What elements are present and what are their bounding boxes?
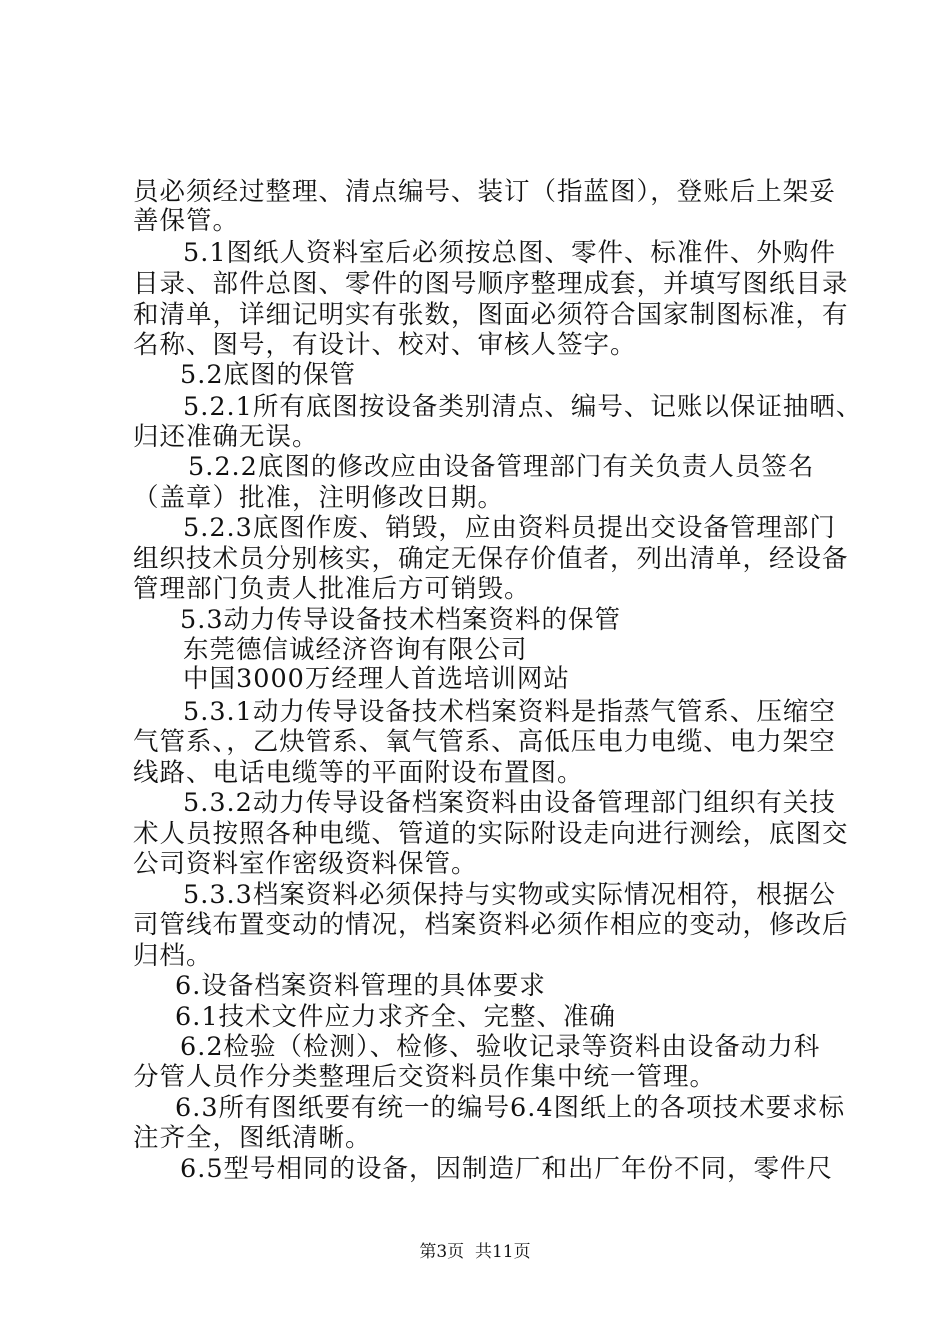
text-line: 公司资料室作密级资料保管。 <box>133 849 478 879</box>
text-line: 和清单，详细记明实有张数，图面必须符合国家制图标准，有 <box>133 300 849 330</box>
website-slogan: 中国3000万经理人首选培训网站 <box>183 664 570 694</box>
page-number-footer: 第3页 共11页 <box>419 1242 531 1262</box>
text-line: 归还准确无误。 <box>133 422 319 452</box>
text-line: 司管线布置变动的情况，档案资料必须作相应的变动，修改后 <box>133 910 849 940</box>
text-line: （盖章）批准，注明修改日期。 <box>133 483 505 513</box>
text-line: 6.2检验（检测）、检修、验收记录等资料由设备动力科 <box>180 1032 821 1062</box>
text-line: 6.1技术文件应力求齐全、完整、准确 <box>175 1002 617 1032</box>
text-line: 注齐全，图纸清晰。 <box>133 1123 372 1153</box>
text-line: 术人员按照各种电缆、管道的实际附设走向进行测绘，底图交 <box>133 819 849 849</box>
text-line: 分管人员作分类整理后交资料员作集中统一管理。 <box>133 1062 717 1092</box>
text-line: 善保管。 <box>133 206 240 236</box>
text-line: 5.3.3档案资料必须保持与实物或实际情况相符，根据公 <box>183 880 836 910</box>
text-line: 5.2.1所有底图按设备类别清点、编号、记账以保证抽晒、 <box>183 392 863 422</box>
text-line: 5.3.2动力传导设备档案资料由设备管理部门组织有关技 <box>183 788 836 818</box>
text-line: 员必须经过整理、清点编号、装订（指蓝图），登账后上架妥 <box>133 177 836 207</box>
text-line: 6.3所有图纸要有统一的编号6.4图纸上的各项技术要求标 <box>175 1093 846 1123</box>
text-line: 目录、部件总图、零件的图号顺序整理成套，并填写图纸目录 <box>133 269 849 299</box>
company-name: 东莞德信诚经济咨询有限公司 <box>183 635 528 665</box>
text-line: 线路、电话电缆等的平面附设布置图。 <box>133 758 584 788</box>
text-line: 归档。 <box>133 941 213 971</box>
text-line: 气管系、，乙炔管系、氧气管系、高低压电力电缆、电力架空 <box>133 727 836 757</box>
section-heading: 6.设备档案资料管理的具体要求 <box>175 971 546 1001</box>
text-line: 组织技术员分别核实，确定无保存价值者，列出清单，经设备 <box>133 544 849 574</box>
text-line: 6.5型号相同的设备，因制造厂和出厂年份不同，零件尺 <box>180 1154 834 1184</box>
section-heading: 5.3动力传导设备技术档案资料的保管 <box>180 605 622 635</box>
section-heading: 5.2底图的保管 <box>180 360 357 390</box>
text-line: 管理部门负责人批准后方可销毁。 <box>133 574 531 604</box>
text-line: 名称、图号，有设计、校对、审核人签字。 <box>133 330 637 360</box>
text-line: 5.3.1动力传导设备技术档案资料是指蒸气管系、压缩空 <box>183 697 836 727</box>
text-line: 5.2.3底图作废、销毁，应由资料员提出交设备管理部门 <box>183 513 836 543</box>
text-line: 5.2.2底图的修改应由设备管理部门有关负责人员签名 <box>188 452 815 482</box>
text-line: 5.1图纸人资料室后必须按总图、零件、标准件、外购件 <box>183 238 837 268</box>
